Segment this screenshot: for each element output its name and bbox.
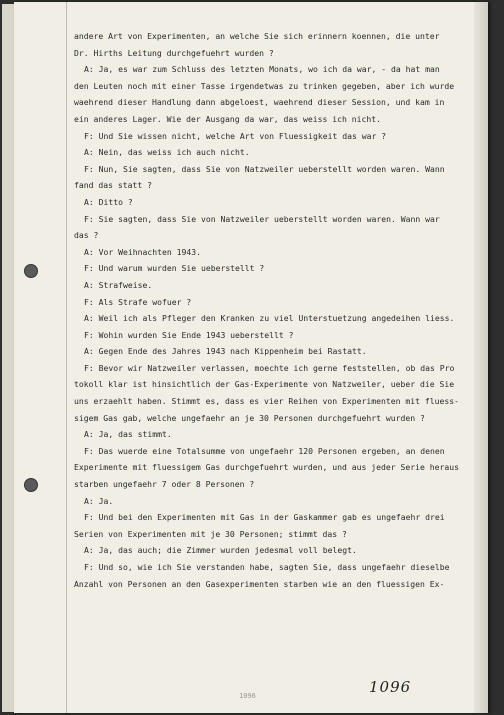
transcript-line: A: Gegen Ende des Jahres 1943 nach Kippenheim bei Rastatt. xyxy=(84,346,367,357)
transcript-line: fand das statt ? xyxy=(74,180,152,191)
transcript-line: Serien von Experimenten mit je 30 Personen; stimmt das ? xyxy=(74,528,347,539)
transcript-line: F: Und bei den Experimenten mit Gas in der Gaskammer gab es ungefaehr drei xyxy=(84,512,445,523)
transcript-line: A: Weil ich als Pfleger den Kranken zu viel Unterstuetzung angedeihen liess. xyxy=(84,313,455,324)
transcript-line: F: Als Strafe wofuer ? xyxy=(84,296,192,307)
footer-mark: 1096 xyxy=(239,692,256,700)
transcript-line: tokoll klar ist hinsichtlich der Gas-Experimente von Natzweiler, ueber die Sie xyxy=(74,379,455,390)
transcript-line: A: Vor Weihnachten 1943. xyxy=(84,246,201,257)
transcript-line: den Leuten noch mit einer Tasse irgendetwas zu trinken gegeben, aber ich wurde xyxy=(74,80,455,91)
transcript-line: andere Art von Experimenten, an welche Sie sich erinnern koennen, die unter xyxy=(74,31,440,41)
transcript-line: waehrend dieser Handlung dann abgeloest, waehrend dieser Session, und kam in xyxy=(74,97,445,108)
transcript-line: A: Strafweise. xyxy=(84,279,153,290)
transcript-line: A: Ditto ? xyxy=(84,196,133,207)
transcript-line: A: Nein, das weiss ich auch nicht. xyxy=(84,147,250,158)
sheet-edge xyxy=(474,2,488,713)
punch-hole-icon xyxy=(24,478,38,492)
transcript-line: das ? xyxy=(74,230,99,241)
margin-line xyxy=(66,2,67,713)
transcript-line: A: Ja, das stimmt. xyxy=(84,429,172,440)
transcript-line: F: Und warum wurden Sie ueberstellt ? xyxy=(84,263,265,274)
transcript-line: sigem Gas gab, welche ungefaehr an je 30 Personen durchgefuehrt wurden ? xyxy=(74,412,425,423)
transcript-line: F: Und so, wie ich Sie verstanden habe, sagten Sie, dass ungefaehr dieselbe xyxy=(84,562,450,572)
handwritten-page-number: 1096 xyxy=(369,678,412,696)
transcript-line: F: Nun, Sie sagten, dass Sie von Natzweiler ueberstellt worden waren. Wann xyxy=(84,163,445,174)
transcript-line: starben ungefaehr 7 oder 8 Personen ? xyxy=(74,479,255,490)
transcript-line: Experimente mit fluessigem Gas durchgefuehrt wurden, und aus jeder Serie heraus xyxy=(74,462,459,473)
transcript-line: Dr. Hirths Leitung durchgefuehrt wurden ? xyxy=(74,47,274,58)
transcript-line: F: Und Sie wissen nicht, welche Art von Fluessigkeit das war ? xyxy=(84,130,387,141)
transcript-line: uns erzaehlt haben. Stimmt es, dass es vier Reihen von Experimenten mit fluess- xyxy=(74,396,459,407)
transcript-line: F: Sie sagten, dass Sie von Natzweiler ueberstellt worden waren. Wann war xyxy=(84,213,440,224)
transcript-line: F: Wohin wurden Sie Ende 1943 ueberstellt ? xyxy=(84,329,294,340)
transcript-text xyxy=(74,28,474,592)
punch-hole-icon xyxy=(24,264,38,278)
transcript-line: F: Bevor wir Natzweiler verlassen, moechte ich gerne feststellen, ob das Pro xyxy=(84,362,455,373)
transcript-line: ein anderes Lager. Wie der Ausgang da war, das weiss ich nicht. xyxy=(74,113,381,124)
document-page xyxy=(14,2,488,713)
transcript-line: Anzahl von Personen an den Gasexperimenten starben wie an den fluessigen Ex- xyxy=(74,578,445,589)
transcript-line: A: Ja. xyxy=(84,495,114,506)
transcript-line: A: Ja, das auch; die Zimmer wurden jedesmal voll belegt. xyxy=(84,545,357,556)
transcript-line: F: Das wuerde eine Totalsumme von ungefaehr 120 Personen ergeben, an denen xyxy=(84,445,445,456)
transcript-line: A: Ja, es war zum Schluss des letzten Monats, wo ich da war, - da hat man xyxy=(84,64,440,75)
